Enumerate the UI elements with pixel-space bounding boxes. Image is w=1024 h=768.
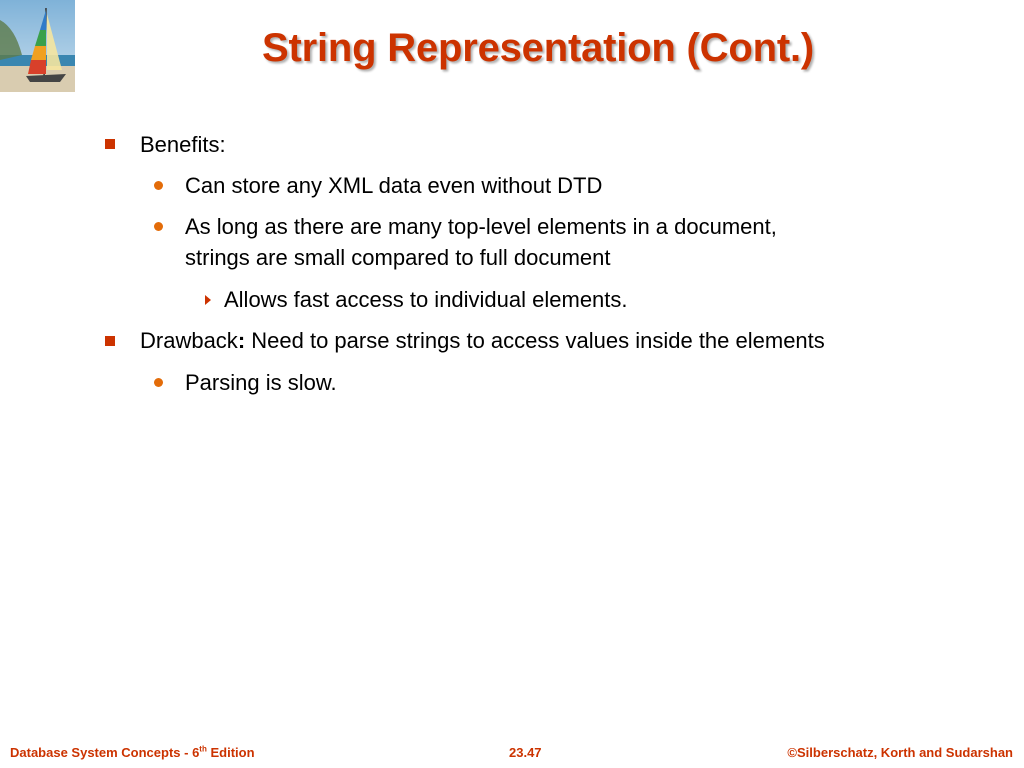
footer-superscript: th [199, 744, 207, 754]
bullet-benefits: Benefits: [140, 132, 226, 157]
footer-left [10, 745, 255, 760]
bullet-top-level-line1: As long as there are many top-level elements in a document, [185, 214, 777, 239]
drawback-text: Need to parse strings to access values inside the elements [245, 328, 825, 353]
footer-edition: Edition [206, 745, 255, 760]
bullet-parsing-slow: Parsing is slow. [185, 370, 337, 395]
square-bullet-icon [105, 139, 115, 149]
drawback-colon: : [237, 328, 246, 353]
slide-title: String Representation (Cont.) [262, 26, 814, 70]
circle-bullet-icon [154, 378, 163, 387]
circle-bullet-icon [154, 181, 163, 190]
footer-book-title: Database System Concepts - 6 [10, 745, 200, 760]
bullet-drawback [140, 325, 825, 356]
square-bullet-icon [105, 336, 115, 346]
bullet-store-any-xml: Can store any XML data even without DTD [185, 173, 603, 198]
bullet-top-level-line2: strings are small compared to full document [185, 245, 611, 270]
bullet-fast-access: Allows fast access to individual elements. [224, 287, 628, 312]
drawback-label: Drawback [140, 328, 238, 353]
triangle-bullet-icon [205, 295, 211, 305]
footer-copyright: ©Silberschatz, Korth and Sudarshan [787, 745, 1013, 760]
footer-page-number: 23.47 [509, 745, 542, 760]
circle-bullet-icon [154, 222, 163, 231]
